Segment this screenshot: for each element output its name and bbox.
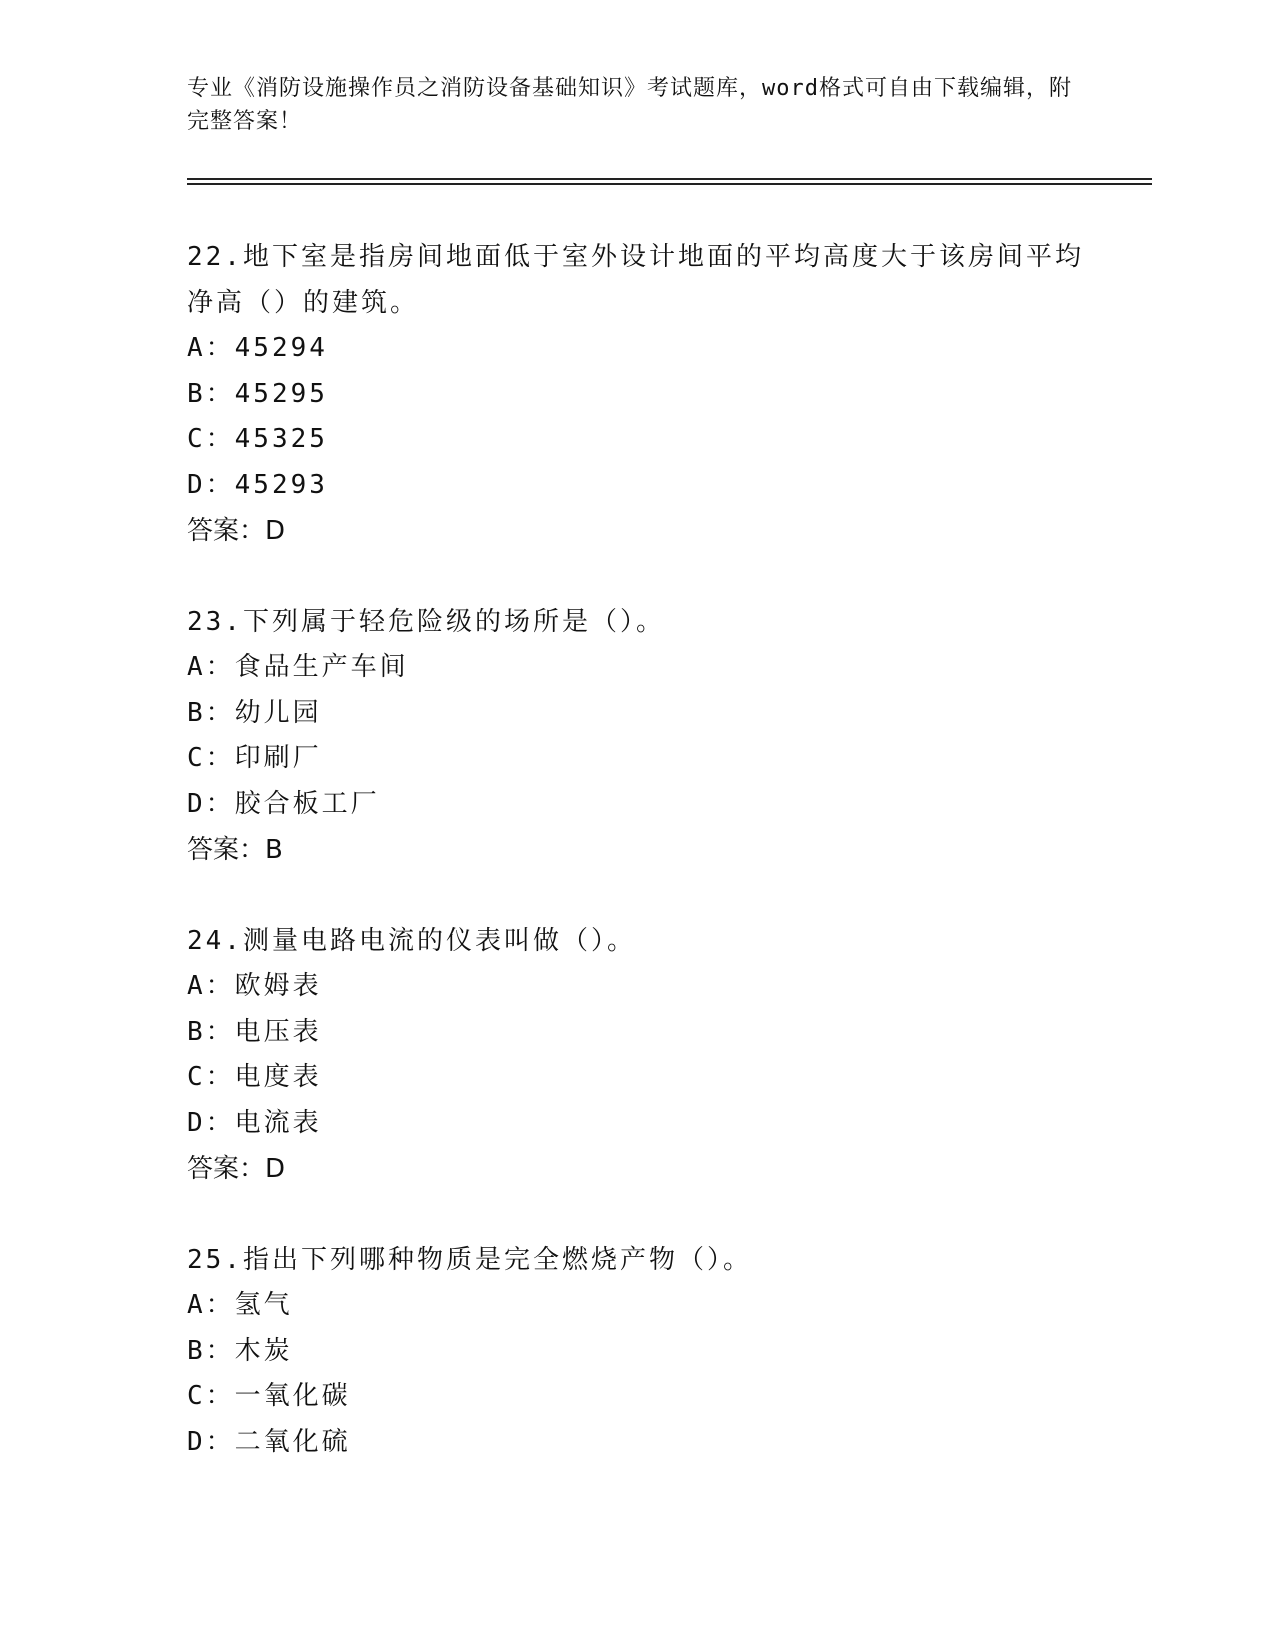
option-b: B：电压表 (187, 1016, 322, 1047)
option-b: B：45295 (187, 378, 328, 409)
question-23 (187, 599, 1087, 873)
option-b: B：木炭 (187, 1335, 293, 1366)
answer-line: 答案：D (187, 516, 286, 546)
question-spacer (187, 1192, 1087, 1237)
header-divider-bottom (187, 183, 1152, 185)
option-a: A：45294 (187, 333, 328, 363)
document-header: 专业《消防设施操作员之消防设备基础知识》考试题库，word格式可自由下载编辑，附完整答案！ (187, 76, 1072, 134)
option-d: D：胶合板工厂 (187, 788, 380, 819)
option-c: C：印刷厂 (187, 743, 322, 773)
option-c: C：电度表 (187, 1062, 322, 1092)
option-c: C：一氧化碳 (187, 1381, 351, 1411)
header-divider-top (187, 178, 1152, 180)
question-22 (187, 234, 1087, 554)
option-a: A：欧姆表 (187, 971, 322, 1001)
question-spacer (187, 873, 1087, 918)
option-c: C：45325 (187, 424, 328, 454)
question-25 (187, 1237, 1087, 1465)
option-d: D：45293 (187, 469, 328, 500)
question-24 (187, 918, 1087, 1192)
option-d: D：二氧化硫 (187, 1426, 351, 1457)
question-stem: 25.指出下列哪种物质是完全燃烧产物（）。 (187, 1245, 752, 1275)
question-stem: 22.地下室是指房间地面低于室外设计地面的平均高度大于该房间平均净高（）的建筑。 (187, 242, 1084, 318)
answer-line: 答案：D (187, 1154, 286, 1184)
question-spacer (187, 554, 1087, 599)
option-d: D：电流表 (187, 1107, 322, 1138)
question-stem: 23.下列属于轻危险级的场所是（）。 (187, 607, 665, 637)
question-stem: 24.测量电路电流的仪表叫做（）。 (187, 926, 636, 956)
option-a: A：氢气 (187, 1290, 293, 1320)
option-b: B：幼儿园 (187, 697, 322, 728)
answer-line: 答案：B (187, 835, 283, 865)
option-a: A：食品生产车间 (187, 652, 409, 682)
question-list (187, 234, 1087, 1465)
